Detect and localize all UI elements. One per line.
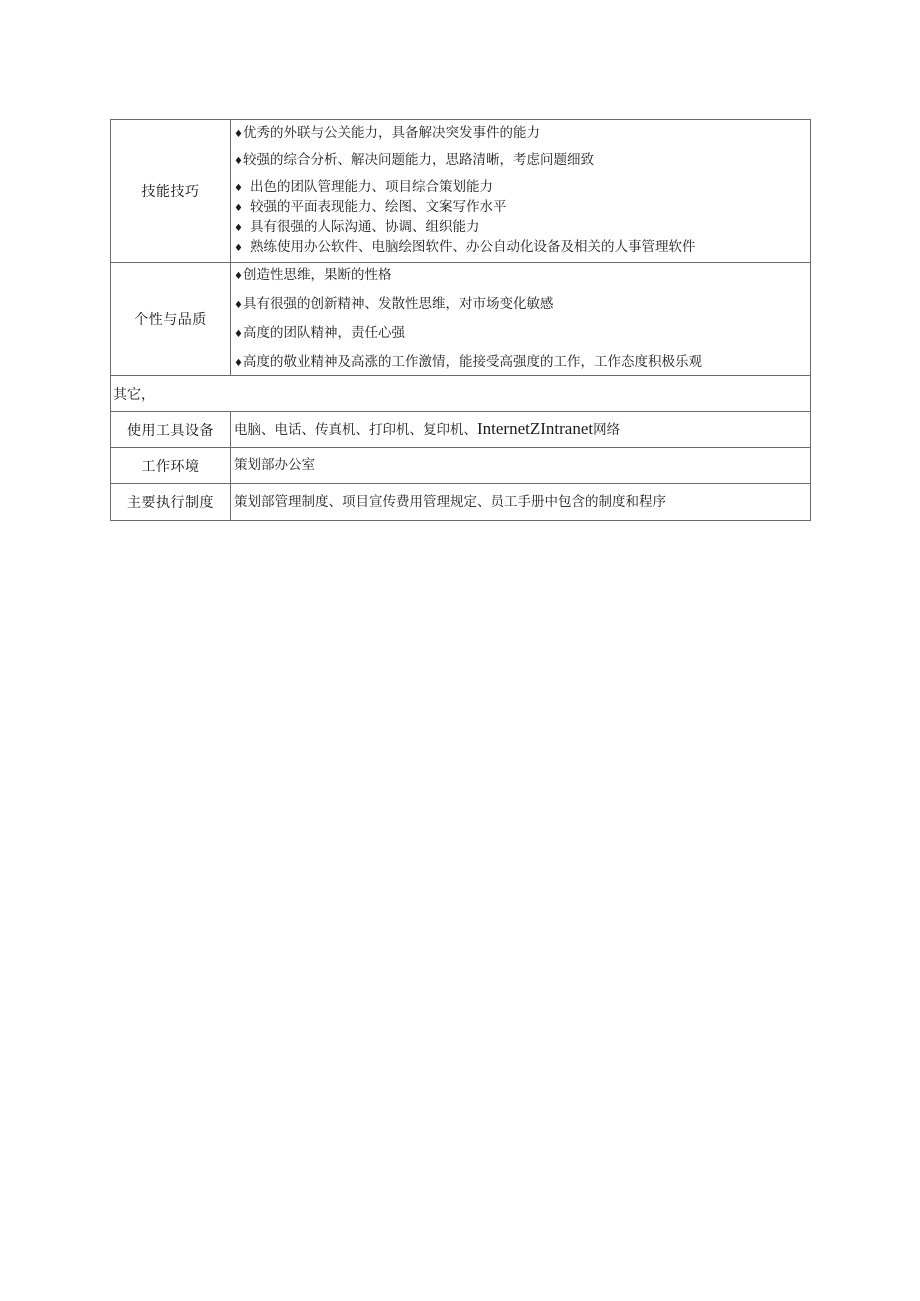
job-description-table [110, 119, 811, 521]
diamond-bullet-icon: ♦ [234, 299, 243, 311]
diamond-bullet-icon: ♦ [234, 183, 243, 194]
list-item: ♦ 熟练使用办公软件、电脑绘图软件、办公自动化设备及相关的人事管理软件 [234, 238, 810, 258]
diamond-bullet-icon: ♦ [234, 270, 243, 282]
personality-list [234, 266, 810, 373]
rules-row [111, 484, 811, 521]
list-item: ♦ 具有很强的人际沟通、协调、组织能力 [234, 218, 810, 238]
list-item: ♦优秀的外联与公关能力，具备解决突发事件的能力 [234, 124, 810, 144]
environment-value: 策划部办公室 [231, 448, 811, 484]
list-item: ♦ 出色的团队管理能力、项目综合策划能力 [234, 178, 810, 198]
rules-value: 策划部管理制度、项目宣传费用管理规定、员工手册中包含的制度和程序 [231, 484, 811, 521]
diamond-bullet-icon: ♦ [234, 328, 243, 340]
diamond-bullet-icon: ♦ [234, 156, 243, 167]
list-item: ♦高度的团队精神，责任心强 [234, 324, 810, 344]
list-item: ♦ 较强的平面表现能力、绘图、文案写作水平 [234, 198, 810, 218]
other-label: 其它， [111, 376, 811, 412]
skills-row [111, 120, 811, 263]
tools-label: 使用工具设备 [111, 412, 231, 448]
personality-content [231, 263, 811, 376]
diamond-bullet-icon: ♦ [234, 357, 243, 369]
personality-label: 个性与品质 [111, 263, 231, 376]
other-row [111, 376, 811, 412]
tools-value-prefix: 电脑、电话、传真机、打印机、复印机、 [234, 422, 477, 438]
tools-row [111, 412, 811, 448]
environment-label: 工作环境 [111, 448, 231, 484]
rules-label: 主要执行制度 [111, 484, 231, 521]
skills-label: 技能技巧 [111, 120, 231, 263]
list-item: ♦创造性思维，果断的性格 [234, 266, 810, 286]
diamond-bullet-icon: ♦ [234, 203, 243, 214]
skills-list [234, 124, 810, 258]
skills-content [231, 120, 811, 263]
tools-value-network: InternetZIntranet [477, 419, 594, 438]
diamond-bullet-icon: ♦ [234, 243, 243, 254]
tools-content [231, 412, 811, 448]
list-item: ♦高度的敬业精神及高涨的工作激情，能接受高强度的工作，工作态度积极乐观 [234, 353, 810, 373]
environment-row [111, 448, 811, 484]
list-item: ♦较强的综合分析、解决问题能力，思路清晰，考虑问题细致 [234, 151, 810, 171]
tools-value-suffix: 网络 [593, 422, 621, 438]
list-item: ♦具有很强的创新精神、发散性思维，对市场变化敏感 [234, 295, 810, 315]
diamond-bullet-icon: ♦ [234, 129, 243, 140]
personality-row [111, 263, 811, 376]
diamond-bullet-icon: ♦ [234, 223, 243, 234]
